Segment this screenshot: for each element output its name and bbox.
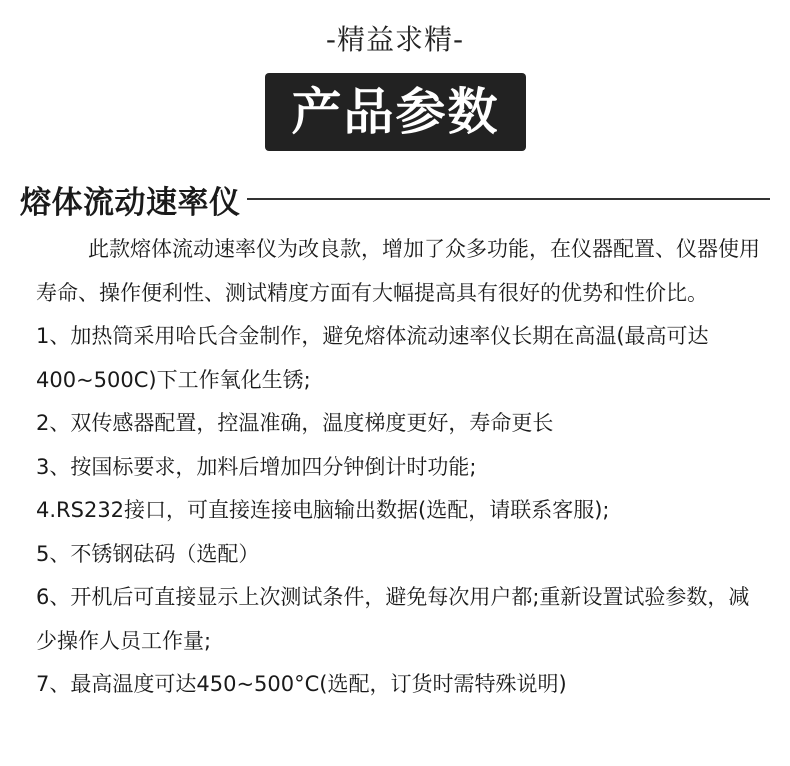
feature-item-2: 2、双传感器配置，控温准确，温度梯度更好，寿命更长 — [36, 411, 554, 435]
intro-paragraph: 此款熔体流动速率仪为改良款，增加了众多功能，在仪器配置、仪器使用寿命、操作便利性、测试精度方面有大幅提高具有很好的优势和性价比。 — [36, 237, 760, 305]
page-title: 产品参数 — [265, 73, 526, 151]
product-description — [36, 228, 766, 707]
feature-item-3: 3、按国标要求，加料后增加四分钟倒计时功能; — [36, 454, 477, 479]
feature-item-5: 5、不锈钢砝码（选配） — [36, 541, 260, 566]
feature-item-6: 6、开机后可直接显示上次测试条件，避免每次用户都;重新设置试验参数，减少操作人员工作量; — [36, 585, 750, 653]
section-title: 熔体流动速率仪 — [20, 184, 241, 221]
section-header — [20, 176, 770, 222]
feature-item-1: 1、加热筒采用哈氏合金制作，避免熔体流动速率仪长期在高温(最高可达400~500C)下工作氧化生锈; — [36, 324, 709, 392]
tagline: -精益求精- — [325, 23, 465, 56]
feature-item-4: 4.RS232接口，可直接连接电脑输出数据(选配，请联系客服); — [36, 498, 610, 522]
section-divider — [247, 198, 771, 200]
feature-item-7: 7、最高温度可达450~500°C(选配，订货时需特殊说明) — [36, 672, 567, 696]
